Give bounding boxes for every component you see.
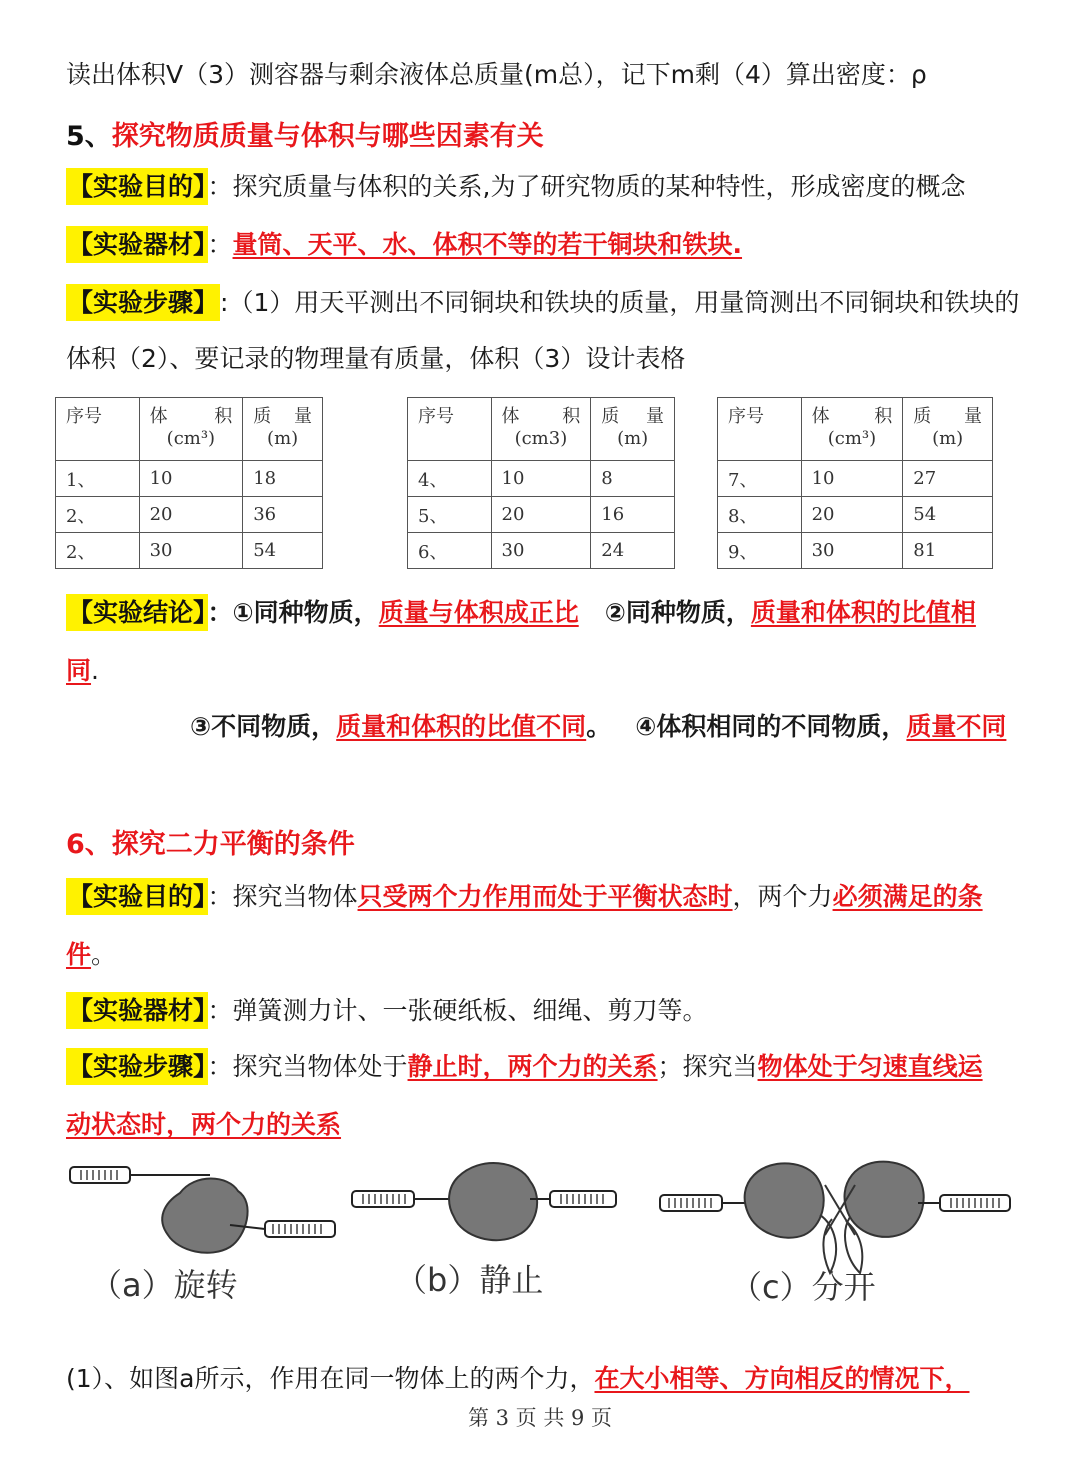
c2-end: . xyxy=(91,656,99,685)
section6-heading xyxy=(66,822,355,861)
section6-title: 探究二力平衡的条件 xyxy=(111,829,355,860)
c2-prefix: ②同种物质， xyxy=(604,598,751,627)
spring-scale-icon xyxy=(660,1195,750,1211)
cardboard-shape xyxy=(745,1163,824,1237)
last-red: 在大小相等、方向相反的情况下， xyxy=(594,1364,970,1393)
table-row: 5、 20 16 xyxy=(408,497,675,533)
section5-steps-cont: 体积（2）、要记录的物理量有质量，体积（3）设计表格 xyxy=(66,344,686,373)
header-index: 序号 xyxy=(408,398,492,461)
table-row: 7、 10 27 xyxy=(718,461,993,497)
cardboard-shape xyxy=(845,1162,924,1237)
purpose-tag: 【实验目的】 xyxy=(66,878,208,915)
equipment-text: ：弹簧测力计、一张硬纸板、细绳、剪刀等。 xyxy=(207,996,708,1025)
spring-scale-icon xyxy=(530,1191,616,1207)
caption-a: （a）旋转 xyxy=(90,1266,238,1304)
steps-tag: 【实验步骤】 xyxy=(66,284,220,321)
caption-c: （c）分开 xyxy=(730,1268,876,1306)
spring-scale-icon xyxy=(918,1195,1010,1211)
figure-b xyxy=(352,1163,616,1240)
section6-purpose-cont xyxy=(66,938,116,972)
table-row: 2、 30 54 xyxy=(56,533,323,569)
section6-steps-cont xyxy=(66,1108,341,1142)
purpose-end: 。 xyxy=(91,940,117,969)
steps-red2-cont: 动状态时，两个力的关系 xyxy=(66,1110,342,1139)
cardboard-shape xyxy=(449,1163,537,1240)
table-row: 6、 30 24 xyxy=(408,533,675,569)
table-row: 4、 10 8 xyxy=(408,461,675,497)
c3-red: 质量和体积的比值不同 xyxy=(336,712,587,741)
c1-prefix: ：①同种物质， xyxy=(207,598,379,627)
data-table-1 xyxy=(55,397,323,569)
header-volume: 体 积 (cm³) xyxy=(801,398,903,461)
purpose-text: ：探究质量与体积的关系,为了研究物质的某种特性，形成密度的概念 xyxy=(207,172,966,201)
table-row: 1、 10 18 xyxy=(56,461,323,497)
header-index: 序号 xyxy=(56,398,140,461)
figure-c xyxy=(660,1162,1010,1273)
section5-equipment xyxy=(66,228,742,262)
equipment-tag: 【实验器材】 xyxy=(66,992,208,1029)
steps-mid: ；探究当 xyxy=(657,1052,758,1081)
spring-scale-icon xyxy=(352,1191,455,1207)
purpose-mid: ，两个力 xyxy=(732,882,833,911)
c3-end: 。 xyxy=(586,712,612,741)
c3-prefix: ③不同物质， xyxy=(190,712,337,741)
section6-last-line xyxy=(66,1362,970,1396)
section6-number: 6、 xyxy=(66,829,112,860)
c4-red: 质量不同 xyxy=(906,712,1007,741)
header-volume: 体 积 (cm3) xyxy=(491,398,591,461)
table-row: 2、 20 36 xyxy=(56,497,323,533)
steps-text1: :（1）用天平测出不同铜块和铁块的质量，用量筒测出不同铜块和铁块的 xyxy=(220,288,1020,317)
page-footer: 第 3 页 共 9 页 xyxy=(467,1406,613,1430)
conclusion-line-2 xyxy=(66,654,99,688)
steps-red2: 物体处于匀速直线运 xyxy=(757,1052,983,1081)
equipment-text: 量筒、天平、水、体积不等的若干铜块和铁块. xyxy=(232,230,743,259)
c2-red: 质量和体积的比值相 xyxy=(750,598,976,627)
equipment-sep: ： xyxy=(207,230,233,259)
spring-scale-icon xyxy=(70,1167,210,1183)
section6-equipment xyxy=(66,994,708,1028)
purpose-red2: 必须满足的条 xyxy=(832,882,983,911)
c1-red: 质量与体积成正比 xyxy=(378,598,579,627)
purpose-red1: 只受两个力作用而处于平衡状态时 xyxy=(357,882,733,911)
header-volume: 体 积 (cm³) xyxy=(139,398,243,461)
steps-tag: 【实验步骤】 xyxy=(66,1048,208,1085)
figure-a xyxy=(70,1167,335,1253)
data-table-2 xyxy=(407,397,675,569)
top-line: 读出体积V（3）测容器与剩余液体总质量(m总），记下m剩（4）算出密度：ρ xyxy=(66,60,927,89)
header-index: 序号 xyxy=(718,398,802,461)
data-table-3 xyxy=(717,397,993,569)
header-mass: 质 量 (m) xyxy=(243,398,323,461)
section5-title: 探究物质质量与体积与哪些因素有关 xyxy=(111,121,544,152)
c4-prefix: ④体积相同的不同物质， xyxy=(635,712,907,741)
section6-purpose xyxy=(66,880,983,914)
last-prefix: (1）、如图a所示，作用在同一物体上的两个力， xyxy=(66,1364,595,1393)
purpose-red2-cont: 件 xyxy=(66,940,92,969)
section6-steps xyxy=(66,1050,983,1084)
table-row: 8、 20 54 xyxy=(718,497,993,533)
header-mass: 质 量 (m) xyxy=(903,398,993,461)
cardboard-shape xyxy=(162,1179,247,1253)
section5-purpose xyxy=(66,170,965,204)
table-row: 9、 30 81 xyxy=(718,533,993,569)
c2-red-cont: 同 xyxy=(66,656,92,685)
section5-heading xyxy=(66,114,544,153)
header-mass: 质 量 (m) xyxy=(591,398,675,461)
conclusion-line-3 xyxy=(190,710,1006,744)
caption-b: （b）静止 xyxy=(395,1261,544,1299)
purpose-tag: 【实验目的】 xyxy=(66,168,208,205)
section5-steps xyxy=(66,286,1019,320)
section5-number: 5、 xyxy=(66,121,112,152)
purpose-prefix: ：探究当物体 xyxy=(207,882,358,911)
conclusion-line-1 xyxy=(66,596,976,630)
conclusion-tag: 【实验结论】 xyxy=(66,594,208,631)
steps-red1: 静止时，两个力的关系 xyxy=(407,1052,658,1081)
steps-prefix: ：探究当物体处于 xyxy=(207,1052,408,1081)
equipment-tag: 【实验器材】 xyxy=(66,226,208,263)
